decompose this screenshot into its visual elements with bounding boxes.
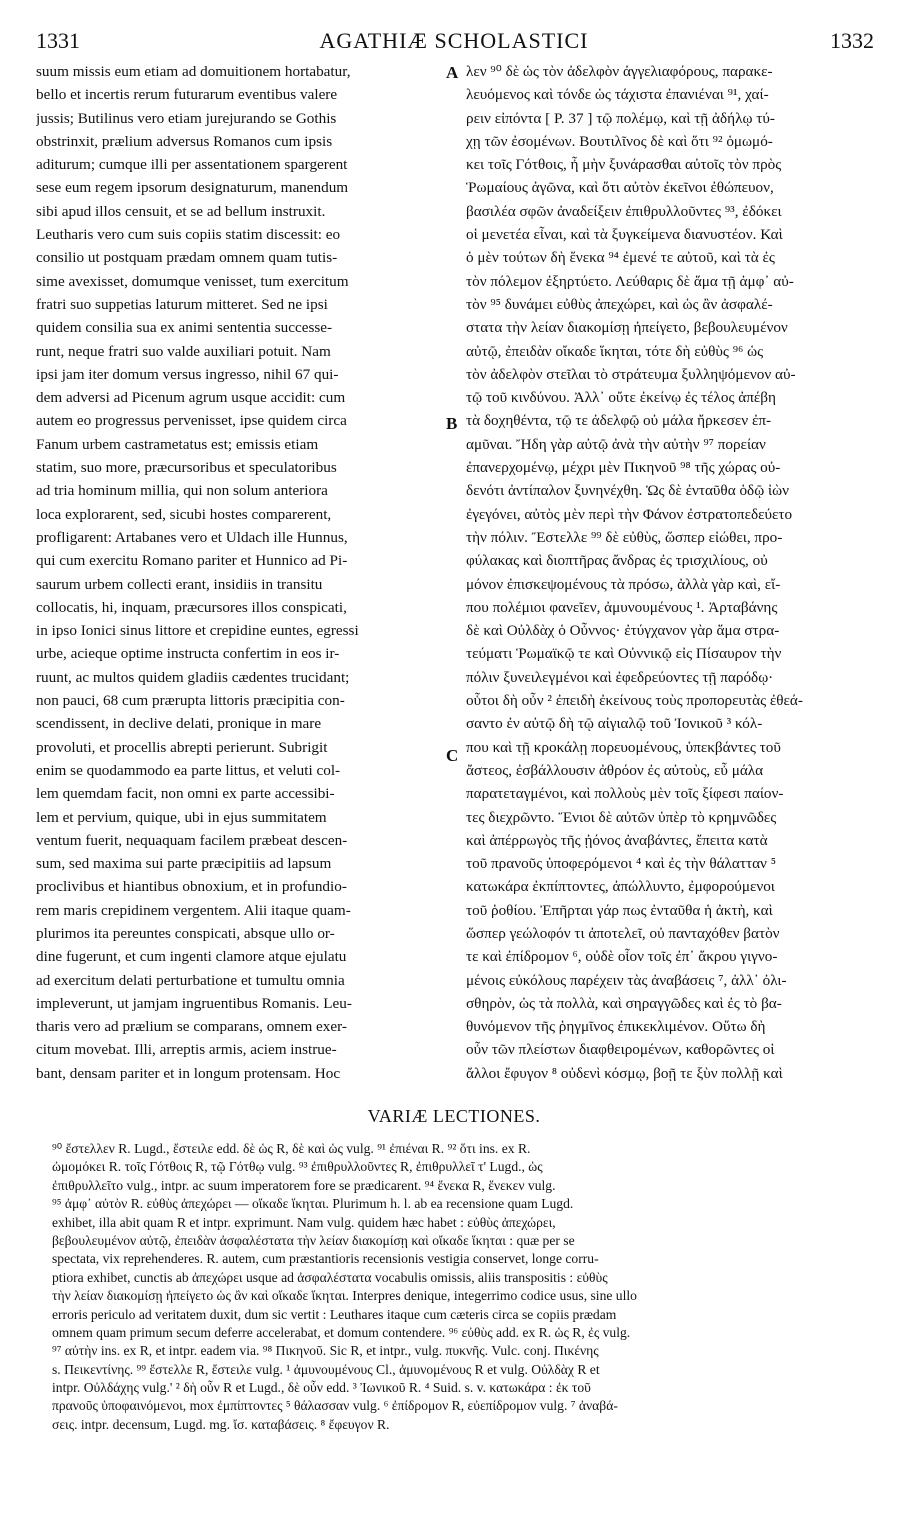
latin-text-line: plurimos ita pereuntes conspicati, absque ullo or- — [36, 924, 335, 942]
greek-text-line: τε καὶ ἐπίδρομον ⁶, οὐδὲ οἷον τοῖς ἐπ᾽ ἄκρου γιγνο- — [466, 948, 778, 966]
latin-text-line: rem maris crepidinem vergentem. Alii itaque quam- — [36, 901, 351, 919]
greek-text-line: τὴν πόλιν. Ἔστελλε ⁹⁹ δὲ εὐθὺς, ὥσπερ εἰώθει, προ- — [466, 528, 783, 546]
note-line: σεις. intpr. decensum, Lugd. mg. ἴσ. καταβάσεις. ⁸ ἔφευγον R. — [52, 1416, 390, 1432]
note-line: ⁹⁷ αὐτὴν ins. ex R, et intpr. eadem via. ⁹⁸ Πικηνοῦ. Sic R, et intpr., vulg. πυκνῆς. Vulc. conj. Πικένης — [52, 1343, 599, 1359]
latin-text-line: fratri suo suppetias laturum mitteret. Sed ne ipsi — [36, 295, 328, 313]
greek-text-line: ἄλλοι ἔφυγον ⁸ οὐδενὶ κόσμῳ, βοῇ τε ξὺν πολλῇ καὶ — [466, 1064, 783, 1082]
greek-text-line: μόνον ἐπισκεψομένους τὰ πρόσω, ἀλλὰ γὰρ καὶ, εἴ- — [466, 575, 781, 593]
note-line: exhibet, illa abit quam R et intpr. exprimunt. Nam vulg. quidem hæc habet : εὐθὺς ἀπεχώρει, — [52, 1214, 556, 1230]
greek-text-line: οἱ μενετέα εἶναι, καὶ τὰ ξυγκείμενα διανυστέον. Καὶ — [466, 226, 783, 244]
latin-text-line: sum, sed maxima sui parte præcipitiis ad lapsum — [36, 855, 332, 873]
latin-text-line: jussis; Butilinus vero etiam jurejurando se Gothis — [36, 109, 337, 127]
latin-text-line: lem quemdam facit, non omni ex parte accessibi- — [36, 785, 335, 803]
greek-text-line: τὸν ἀδελφὸν στεῖλαι τὸ στράτευμα ξυλληψόμενον αὐ- — [466, 365, 796, 383]
right-page-number: 1332 — [830, 28, 874, 53]
greek-text-line: τὰ δοχηθέντα, τῷ τε ἀδελφῷ οὐ μάλα ἤρκεσεν ἐπ- — [466, 412, 772, 430]
greek-text-line: τες διεχρῶντο. Ἔνιοι δὲ αὐτῶν ὑπὲρ τὸ κρημνῶδες — [466, 808, 777, 826]
note-line: omnem quam primum secum deferre accelerabat, et domum contendere. ⁹⁶ εὐθὺς add. ex R. ὡς R, ἐς vulg. — [52, 1324, 631, 1340]
greek-text-line: τὸν ⁹⁵ δυνάμει εὐθὺς ἀπεχώρει, καὶ ὡς ἂν ἀσφαλέ- — [466, 295, 773, 313]
note-line: ⁹⁰ ἔστελλεν R. Lugd., ἔστειλε edd. δὲ ὡς R, δὲ καὶ ὡς vulg. ⁹¹ ἐπιέναι R. ⁹² ὅτι ins. ex R. — [52, 1141, 531, 1156]
greek-text-line: που καὶ τῇ κροκάλῃ πορευομένους, ὑπεκβάντες τοῦ — [466, 738, 781, 756]
greek-text-line: δὲ καὶ Οὐλδὰχ ὁ Οὖννος· ἐτύγχανον γὰρ ἅμα στρα- — [466, 622, 780, 640]
latin-text-line: Fanum urbem castrametatus est; emissis etiam — [36, 435, 319, 453]
latin-text-line: ruunt, ac multos quidem gladiis cædentes trucidant; — [36, 668, 350, 686]
greek-text-line: σθηρὸν, ὡς τὰ πολλὰ, καὶ σηραγγῶδες καὶ ἐς τὸ βα- — [466, 994, 782, 1012]
latin-text-line: ventum fuerit, nequaquam facilem præbeat descen- — [36, 831, 348, 849]
note-line: ὠμομόκει R. τοῖς Γότθοις R, τῷ Γότθῳ vulg. ⁹³ ἐπιθρυλλοῦντες R, ἐπιθρυλλεῖ τ' Lugd., ὡς — [52, 1159, 543, 1175]
latin-text-line: scendissent, in declive delati, pronique in mare — [36, 715, 322, 733]
latin-text-line: collocatis, hi, inquam, præcursores illos conspicati, — [36, 598, 347, 616]
latin-text-line: tharis vero ad prælium se comparans, omnem exer- — [36, 1018, 347, 1036]
latin-text-line: ad exercitum delati perturbatione et tumultu omnia — [36, 971, 345, 989]
variant-readings — [52, 1140, 878, 1434]
latin-text-line: provoluti, et procellis abrepti perierunt. Subrigit — [36, 738, 328, 756]
note-line: spectata, vix reprehenderes. R. autem, cum præstantioris recensionis vestigia conservet, longe corru- — [52, 1251, 599, 1267]
latin-text-line: ad tria hominum millia, qui non solum anteriora — [36, 482, 328, 500]
latin-text-line: saurum urbem collecti erant, insidiis in transitu — [36, 575, 323, 593]
note-line: intpr. Οὐλδάχης vulg.' ² δὴ οὖν R et Lugd., δὲ οὖν edd. ³ Ἰωνικοῦ R. ⁴ Suid. s. v. κατωκάρα : ἐκ τοῦ — [52, 1380, 591, 1396]
latin-text-line: urbe, acieque optime instructa confertim in eos ir- — [36, 645, 340, 663]
margin-letter-b: B — [446, 414, 458, 433]
greek-text-line: τοῦ πρανοῦς ὑποφερόμενοι ⁴ καὶ ἐς τὴν θάλατταν ⁵ — [466, 855, 776, 873]
latin-text-line: bant, densam pariter et in longum protensam. Hoc — [36, 1064, 341, 1082]
latin-text-line: autem eo progressus pervenisset, ipse quidem circa — [36, 412, 347, 430]
latin-text-line: quidem consilia sua ex animi sententia successe- — [36, 319, 333, 337]
greek-text-line: παρατεταγμένοι, καὶ πολλοὺς μὲν τοῖς ξίφεσι παίον- — [466, 785, 784, 803]
latin-text-line: impleverunt, ut jamjam ingruentibus Romanis. Leu- — [36, 994, 352, 1012]
note-line: s. Πεικεντίνης. ⁹⁹ ἔστελλε R, ἔστειλε vulg. ¹ ἀμυνουμένους Cl., ἀμυνομένους R et vulg. Οὐλδὰχ R et — [52, 1361, 600, 1377]
latin-text-line: consilio ut postquam prædam omnem quam tutis- — [36, 249, 338, 267]
greek-text-line: Ῥωμαίους ἀγῶνα, καὶ ὅτι αὐτὸν ἐκεῖνοι ἐθώπευον, — [466, 179, 774, 197]
greek-text-line: ἐγεγόνει, αὐτὸς μὲν περὶ τὴν Φάνον ἐστρατοπεδεύετο — [466, 505, 793, 523]
note-line: πρανοῦς ὑποφαινόμενοι, mox ἐμπίπτοντες ⁵ θάλασσαν vulg. ⁶ ἐπίδρομον R, εὐεπίδρομον vulg. ⁷ ἀναβά- — [52, 1398, 618, 1414]
greek-text-line: τὸν πόλεμον ἐξηρτύετο. Λεύθαρις δὲ ἅμα τῇ ἀμφ᾽ αὐ- — [466, 272, 794, 290]
greek-text-line: τοῦ ῥοθίου. Ἐπῆρται γάρ πως ἐνταῦθα ἡ ἀκτὴ, καὶ — [466, 901, 773, 919]
note-line: ptiora exhibet, cunctis ab ἀπεχώρει usque ad ἀσφαλέστατα vocabulis omissis, aliis transpositis : εὐθὺς — [52, 1269, 608, 1285]
section-title: VARIÆ LECTIONES. — [367, 1106, 541, 1126]
greek-text-line: μένοις εὐκόλους παρέχειν τὰς ἀναβάσεις ⁷, ἀλλ᾽ ὀλι- — [466, 971, 787, 989]
note-line: ἐπιθρυλλεῖτο vulg., intpr. ac suum imperatorem fore se prædicarent. ⁹⁴ ἕνεκα R, ἕνεκεν vulg. — [52, 1177, 556, 1193]
latin-text-line: obstrinxit, prælium adversus Romanos cum ipsis — [36, 132, 333, 150]
latin-text-line: runt, neque fratri suo valde auxiliari potuit. Nam — [36, 342, 331, 360]
latin-column — [36, 60, 440, 1085]
greek-text-line: λευόμενος καὶ τόνδε ὡς τάχιστα ἐπανιέναι ⁹¹, χαί- — [466, 86, 769, 104]
latin-text-line: loca explorarent, sed, sicubi hostes comparerent, — [36, 505, 332, 523]
greek-text-line: ὥσπερ γεώλοφόν τι ἀποτελεῖ, οὐ πανταχόθεν βατὸν — [466, 924, 780, 942]
latin-text-line: suum missis eum etiam ad domuitionem hortabatur, — [36, 63, 351, 80]
latin-text-line: lem et pervium, quique, ubi in ejus summitatem — [36, 808, 327, 826]
latin-text-line: enim se quodammodo ea parte littus, et veluti col- — [36, 761, 341, 779]
left-page-number: 1331 — [36, 28, 80, 53]
greek-column — [466, 60, 874, 1085]
greek-text-line: πόλιν ξυνειλεγμένοι καὶ ἐφεδρεύοντες τῇ παρόδῳ· — [466, 668, 774, 686]
greek-text-line: οὗτοι δὴ οὖν ² ἐπειδὴ ἐκείνους τοὺς προπορευτὰς ἐθεά- — [466, 692, 803, 710]
note-line: τὴν λείαν διακομίσῃ ἠπείγετο ὡς ἂν καὶ οἴκαδε ἵκηται. Interpres denique, integerrimo codice usus, sine ullo — [52, 1288, 637, 1304]
latin-text-line: Leutharis vero cum suis copiis statim discessit: eo — [36, 226, 341, 244]
greek-text-line: ἄστεος, ἐσβάλλουσιν ἀθρόον ἐς αὐτοὺς, εὖ μάλα — [466, 761, 764, 779]
latin-text-line: sese eum regem ipsorum designaturum, manendum — [36, 179, 349, 197]
latin-text-line: qui cum exercitu Romano pariter et Hunnico ad Pi- — [36, 552, 348, 570]
margin-letter-c: C — [446, 746, 459, 765]
greek-text-line: λεν ⁹⁰ δὲ ὡς τὸν ἀδελφὸν ἀγγελιαφόρους, παρακε- — [466, 63, 773, 80]
greek-text-line: που πολέμιοι φανεῖεν, ἀμυνουμένους ¹. Ἀρταβάνης — [466, 598, 778, 616]
greek-text-line: τῷ τοῦ κινδύνου. Ἀλλ᾽ οὔτε ἐκείνῳ ἐς τέλος ἀπέβη — [466, 389, 776, 407]
latin-text-line: ipsi jam iter domum versus ingresso, nihil 67 qui- — [36, 365, 339, 383]
note-line: ⁹⁵ ἀμφ᾽ αὐτὸν R. εὐθὺς ἀπεχώρει — οἴκαδε ἵκηται. Plurimum h. l. ab ea recensione quam Lugd. — [52, 1196, 574, 1212]
latin-text-line: bello et incertis rerum futurarum eventibus valere — [36, 86, 338, 104]
greek-text-line: ρειν εἰπόντα [ P. 37 ] τῷ πολέμῳ, καὶ τῇ ἀδήλῳ τύ- — [466, 109, 775, 127]
note-line: erroris periculo ad veritatem duxit, dum sic vertit : Leuthares itaque cum cæteris circa se copiis prædam — [52, 1306, 617, 1322]
latin-text-line: citum movebat. Illi, arreptis armis, aciem instrue- — [36, 1041, 337, 1059]
greek-text-line: κει τοῖς Γότθοις, ἦ μὴν ξυνάρασθαι αὐτοῖς τὸν πρὸς — [466, 156, 782, 174]
margin-letter-a: A — [446, 63, 459, 82]
latin-text-line: dine fugerunt, et cum ingenti clamore atque ejulatu — [36, 948, 347, 966]
greek-text-line: βασιλέα σφῶν ἀναδείξειν ἐπιθρυλλοῦντες ⁹³, ἐδόκει — [466, 202, 782, 220]
latin-text-line: proclivibus et hiantibus obnoxium, et in profundio- — [36, 878, 347, 896]
greek-text-line: ὁ μὲν τούτων δὴ ἕνεκα ⁹⁴ ἐμενέ τε αὐτοῦ, καὶ τὰ ἐς — [466, 249, 775, 267]
latin-text-line: in ipso Ionici sinus littore et crepidine euntes, egressi — [36, 622, 359, 640]
greek-text-line: σαντο ἐν αὐτῷ δὴ τῷ αἰγιαλῷ τοῦ Ἰονικοῦ ³ κόλ- — [466, 715, 763, 733]
greek-text-line: δενότι ἀντίπαλον ξυνηνέχθη. Ὡς δὲ ἐνταῦθα ὁδῷ ἰὼν — [466, 482, 789, 500]
latin-text-line: sime avexisset, domumque venisset, tum exercitum — [36, 272, 349, 290]
latin-text-line: statim, suo more, præcursoribus et speculatoribus — [36, 459, 337, 477]
greek-text-line: φύλακας καὶ διοπτῆρας ἄνδρας ἐς τρισχιλίους, οὐ — [466, 552, 768, 570]
running-title: AGATHIÆ SCHOLASTICI — [319, 28, 589, 53]
latin-text-line: aditurum; cumque illi per assentationem spargerent — [36, 156, 348, 174]
greek-text-line: τεύματι Ῥωμαϊκῷ τε καὶ Οὐννικῷ εἰς Πίσαυρον τὴν — [466, 645, 782, 663]
greek-text-line: καὶ ἀπέρρωγὸς τῆς ᾐόνος ἀναβάντες, ἔπειτα κατὰ — [466, 831, 768, 849]
latin-text-line: dem adversi ad Picenum agrum usque accidit: cum — [36, 389, 346, 407]
greek-text-line: χῃ τῶν ἐσομένων. Βουτιλῖνος δὲ καὶ ὅτι ⁹² ὁμωμό- — [466, 132, 773, 150]
latin-text-line: profligarent: Artabanes vero et Uldach ille Hunnus, — [36, 528, 348, 546]
greek-text-line: αὐτῷ, ἐπειδὰν οἴκαδε ἵκηται, τότε δὴ εὐθὺς ⁹⁶ ὡς — [466, 342, 764, 360]
greek-text-line: κατωκάρα ἐκπίπτοντες, ἀπώλλυντο, ἐμφορούμενοι — [466, 878, 775, 896]
latin-text-line: sibi apud illos censuit, et se ad bellum instruxit. — [36, 202, 326, 220]
greek-text-line: ἐπανερχομένῳ, μέχρι μὲν Πικηνοῦ ⁹⁸ τῆς χώρας οὐ- — [466, 459, 781, 477]
note-line: βεβουλευμένον αὐτῷ, ἐπειδὰν ἀσφαλέστατα τὴν λείαν διακομίσῃ καὶ οἴκαδε ἵκηται : quæ per se — [52, 1232, 575, 1248]
greek-text-line: θυνόμενον τῆς ῥηγμῖνος ἐπικεκλιμένον. Οὕτω δὴ — [466, 1018, 766, 1036]
greek-text-line: στατα τὴν λείαν διακομίσῃ ἠπείγετο, βεβουλευμένον — [466, 319, 788, 337]
greek-text-line: οὖν τῶν πλείστων διαφθειρομένων, καθορῶντες οἱ — [466, 1041, 775, 1059]
latin-text-line: non pauci, 68 cum prærupta littoris præcipitia con- — [36, 692, 345, 710]
greek-text-line: αμῦναι. Ἤδη γὰρ αὐτῷ ἀνὰ τὴν αὐτὴν ⁹⁷ πορείαν — [466, 435, 766, 453]
